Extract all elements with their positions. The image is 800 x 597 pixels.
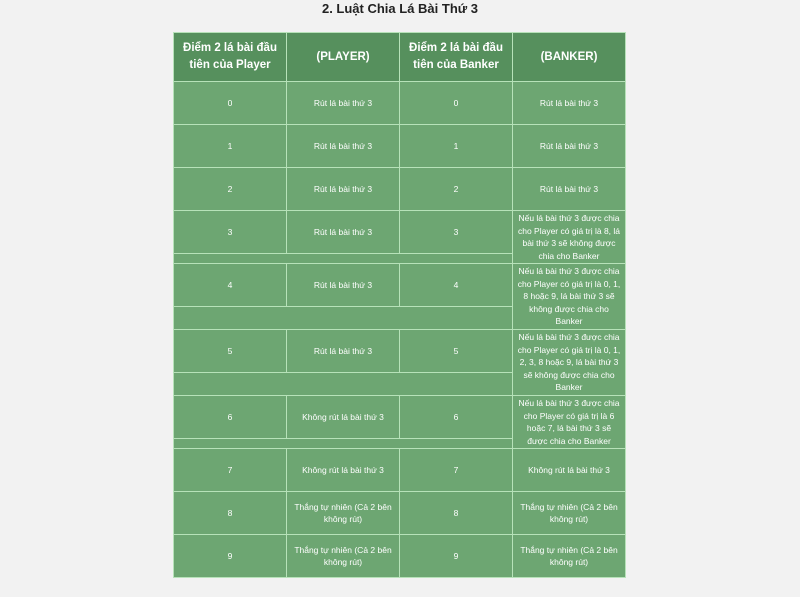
player-points-cell: 9 — [173, 534, 287, 578]
player-action-cell: Thắng tự nhiên (Cả 2 bên không rút) — [286, 491, 400, 535]
banker-action-cell: Rút lá bài thứ 3 — [512, 81, 626, 125]
banker-action-cell: Thắng tự nhiên (Cả 2 bên không rút) — [512, 534, 626, 578]
player-points-cell: 3 — [173, 210, 287, 254]
player-points-cell: 4 — [173, 263, 287, 307]
player-action-cell: Rút lá bài thứ 3 — [286, 81, 400, 125]
player-action-cell: Rút lá bài thứ 3 — [286, 263, 400, 307]
player-points-cell: 0 — [173, 81, 287, 125]
banker-points-cell: 1 — [399, 124, 513, 168]
page-title: 2. Luật Chia Lá Bài Thứ 3 — [321, 1, 479, 16]
player-points-cell: 5 — [173, 329, 287, 373]
third-card-rules-table — [173, 32, 626, 578]
player-action-cell: Rút lá bài thứ 3 — [286, 329, 400, 373]
banker-action-cell: Nếu lá bài thứ 3 được chia cho Player có giá trị là 8, lá bài thứ 3 sẽ không được chia cho Banker — [512, 210, 626, 264]
player-action-cell: Rút lá bài thứ 3 — [286, 167, 400, 211]
banker-action-cell: Rút lá bài thứ 3 — [512, 124, 626, 168]
player-action-cell: Thắng tự nhiên (Cả 2 bên không rút) — [286, 534, 400, 578]
banker-points-cell: 3 — [399, 210, 513, 254]
player-action-cell: Không rút lá bài thứ 3 — [286, 448, 400, 492]
header-player-points: Điểm 2 lá bài đầu tiên của Player — [173, 32, 287, 82]
player-points-cell: 2 — [173, 167, 287, 211]
banker-points-cell: 4 — [399, 263, 513, 307]
header-player: (PLAYER) — [286, 32, 400, 82]
banker-points-cell: 9 — [399, 534, 513, 578]
banker-points-cell: 0 — [399, 81, 513, 125]
banker-action-cell: Nếu lá bài thứ 3 được chia cho Player có giá trị là 0, 1, 8 hoặc 9, lá bài thứ 3 sẽ không được chia cho Banker — [512, 263, 626, 330]
banker-points-cell: 7 — [399, 448, 513, 492]
banker-points-cell: 2 — [399, 167, 513, 211]
spacer-row — [173, 372, 513, 396]
banker-points-cell: 6 — [399, 395, 513, 439]
player-points-cell: 1 — [173, 124, 287, 168]
banker-action-cell: Nếu lá bài thứ 3 được chia cho Player có giá trị là 6 hoặc 7, lá bài thứ 3 sẽ được chia cho Banker — [512, 395, 626, 449]
player-action-cell: Rút lá bài thứ 3 — [286, 210, 400, 254]
spacer-row — [173, 306, 513, 330]
header-banker-points: Điểm 2 lá bài đầu tiên của Banker — [399, 32, 513, 82]
player-action-cell: Không rút lá bài thứ 3 — [286, 395, 400, 439]
banker-points-cell: 5 — [399, 329, 513, 373]
banker-action-cell: Nếu lá bài thứ 3 được chia cho Player có giá trị là 0, 1, 2, 3, 8 hoặc 9, lá bài thứ 3 sẽ không được chia cho Banker — [512, 329, 626, 396]
banker-points-cell: 8 — [399, 491, 513, 535]
header-banker: (BANKER) — [512, 32, 626, 82]
banker-action-cell: Rút lá bài thứ 3 — [512, 167, 626, 211]
player-points-cell: 8 — [173, 491, 287, 535]
banker-action-cell: Thắng tự nhiên (Cả 2 bên không rút) — [512, 491, 626, 535]
player-points-cell: 7 — [173, 448, 287, 492]
player-points-cell: 6 — [173, 395, 287, 439]
banker-action-cell: Không rút lá bài thứ 3 — [512, 448, 626, 492]
player-action-cell: Rút lá bài thứ 3 — [286, 124, 400, 168]
